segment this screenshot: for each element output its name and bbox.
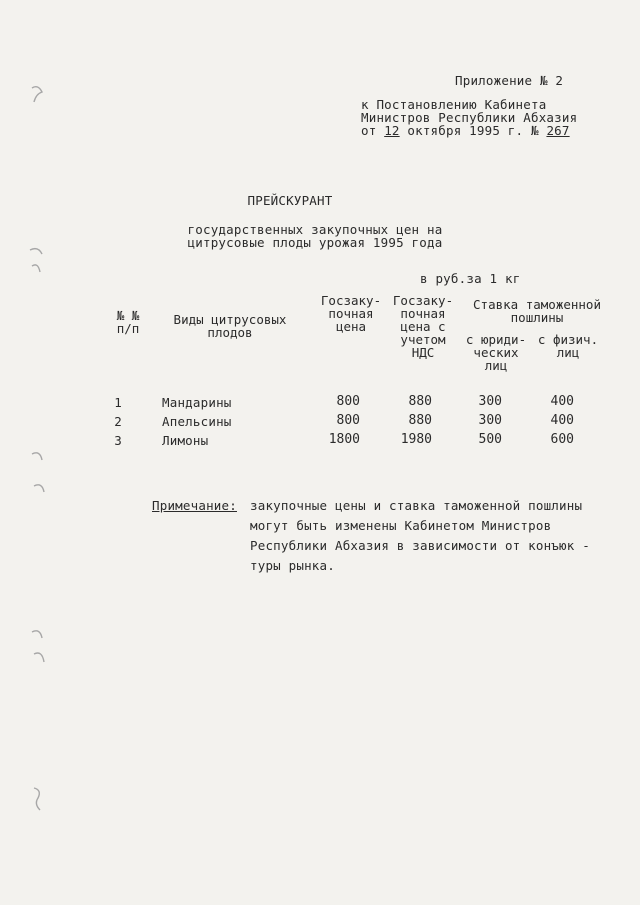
row-price-vat: 880 [408, 413, 432, 428]
header-price-3: цена [335, 319, 367, 334]
note-line-1: закупочные цены и ставка таможенной пошлины [250, 498, 583, 513]
header-vat-3: цена с [400, 319, 446, 334]
row-fruit-name: Мандарины [162, 395, 232, 410]
row-duty-legal: 300 [478, 413, 502, 428]
header-phys-1: с физич. [537, 332, 599, 347]
document-subtitle-2: цитрусовые плоды урожая 1995 года [187, 235, 443, 250]
appendix-date-day: 12 [384, 123, 400, 138]
header-kind-2: плодов [207, 325, 253, 340]
appendix-line-1: к Постановлению Кабинета [361, 97, 547, 112]
header-price-2: почная [328, 306, 374, 321]
row-price-vat: 1980 [400, 432, 432, 447]
margin-mark-2 [26, 244, 48, 278]
header-vat-1: Госзаку- [392, 293, 454, 308]
header-num-2: п/п [116, 321, 140, 336]
row-number: 3 [114, 433, 122, 448]
document-subtitle-1: государственных закупочных цен на [187, 222, 443, 237]
appendix-title: Приложение № 2 [455, 73, 564, 88]
row-price: 1800 [328, 432, 360, 447]
note-label: Примечание: [152, 498, 237, 513]
note-line-4: туры рынка. [250, 558, 335, 573]
header-duty-2: пошлины [510, 310, 564, 325]
header-phys-2: лиц [556, 345, 580, 360]
header-price-1: Госзаку- [320, 293, 382, 308]
header-vat-4: учетом [400, 332, 446, 347]
header-legal-3: лиц [484, 358, 508, 373]
header-duty-1: Ставка таможенной [473, 297, 601, 312]
row-price: 800 [336, 394, 360, 409]
appendix-line-3 [361, 124, 570, 137]
header-vat-2: почная [400, 306, 446, 321]
unit-label: в руб.за 1 кг [420, 271, 521, 286]
header-kind-1: Виды цитрусовых [173, 312, 287, 327]
row-price: 800 [336, 413, 360, 428]
margin-mark-5 [30, 784, 48, 814]
header-vat-5: НДС [411, 345, 435, 360]
appendix-date-prefix: от [361, 123, 385, 138]
row-fruit-name: Апельсины [162, 414, 232, 429]
note-line-2: могут быть изменены Кабинетом Министров [250, 518, 552, 533]
row-duty-physical: 600 [550, 432, 574, 447]
margin-mark-1 [28, 84, 48, 106]
document-title: ПРЕЙСКУРАНТ [247, 193, 333, 208]
header-legal-1: с юриди- [465, 332, 527, 347]
note-line-3: Республики Абхазия в зависимости от конъюк - [250, 538, 590, 553]
row-number: 2 [114, 414, 122, 429]
header-legal-2: ческих [473, 345, 519, 360]
row-number: 1 [114, 395, 122, 410]
appendix-number: 267 [546, 123, 570, 138]
row-fruit-name: Лимоны [162, 433, 209, 448]
row-duty-legal: 300 [478, 394, 502, 409]
appendix-line-2: Министров Республики Абхазия [361, 110, 578, 125]
margin-mark-4 [28, 626, 50, 666]
row-duty-physical: 400 [550, 413, 574, 428]
row-price-vat: 880 [408, 394, 432, 409]
margin-mark-3 [28, 448, 50, 498]
row-duty-legal: 500 [478, 432, 502, 447]
header-num-1: № № [116, 308, 140, 323]
row-duty-physical: 400 [550, 394, 574, 409]
appendix-date-middle: октября 1995 г. № [399, 123, 547, 138]
